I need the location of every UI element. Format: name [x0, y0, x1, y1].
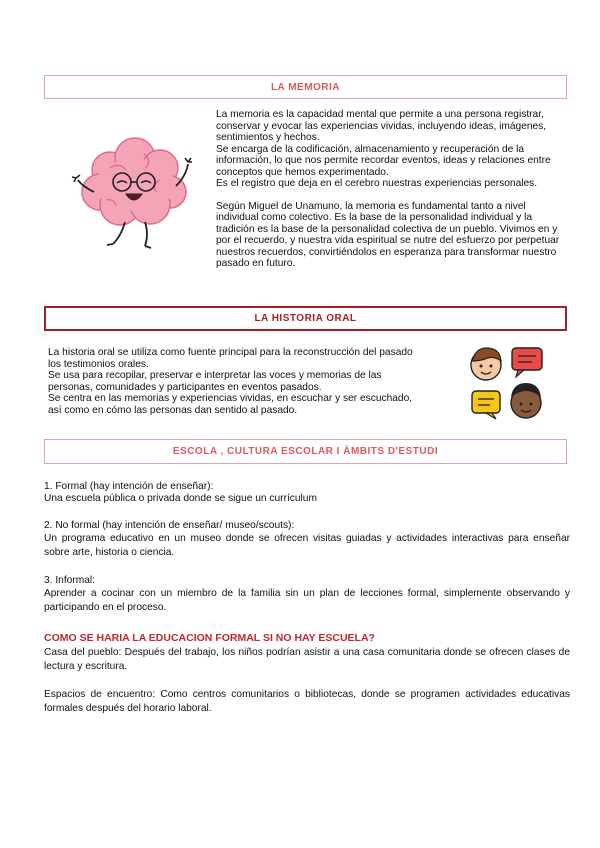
conversation-people-icon [468, 345, 548, 421]
formal-heading: 1. Formal (hay intención de enseñar): [44, 481, 214, 492]
historia-paragraph-1: La historia oral se utiliza como fuente principal para la reconstrucción del pasado los testimonios orales. [48, 347, 413, 370]
memoria-paragraph-4: Según Miguel de Unamuno, la memoria es fundamental tanto a nivel individual como colectivo. Es la base de la personalidad individual y la tradición es la base de la personalidad colectiva de un pueblo. Vivimos en y por el recuerdo, y nuestra vida espiritual se nutre del esfuerzo por perpetuar nuestros recuerdos, convirtiéndolos en esperanza para transformar nuestro pasado en futuro. [216, 200, 560, 269]
memoria-paragraph-2: Se encarga de la codificación, almacenamiento y recuperación de la información, lo que nos permite recordar eventos, ideas y relaciones entre conceptos que hemos experimentado. [216, 143, 551, 178]
historia-heading [44, 306, 567, 331]
memoria-paragraph-1: La memoria es la capacidad mental que permite a una persona registrar, conservar y evocar las experiencias vividas, incluyendo ideas, imágenes, sentimientos y hechos. [216, 109, 547, 143]
answer-espacios: Espacios de encuentro: Como centros comunitarios o bibliotecas, donde se programen actividades educativas formales después del horario laboral. [44, 689, 570, 714]
memoria-text [216, 109, 568, 270]
memoria-paragraph-3: Es el registro que deja en el cerebro nuestras experiencias personales. [216, 178, 538, 189]
noformal-text: Un programa educativo en un museo donde se ofrecen visitas guiadas y actividades interactivas para enseñar sobre arte, historia o ciencia. [44, 532, 570, 558]
historia-paragraph-3: Se centra en las memorias y experiencias vividas, en escuchar y ser escuchado, así como en cómo las personas dan sentido al pasado. [48, 393, 413, 416]
escola-title: ESCOLA , CULTURA ESCOLAR I ÀMBITS D'ESTUDI [172, 446, 439, 457]
question-title: COMO SE HARIA LA EDUCACION FORMAL SI NO HAY ESCUELA? [44, 632, 375, 644]
memoria-title: LA MEMORIA [270, 81, 341, 93]
brain-character-icon [70, 130, 200, 255]
memoria-heading [44, 75, 567, 99]
answer-casa: Casa del pueblo: Después del trabajo, los niños podrían asistir a una casa comunitaria donde se ofrecen clases de lectura y escritura. [44, 647, 570, 672]
informal-section [44, 575, 570, 615]
formal-text: Una escuela pública o privada donde se sigue un currículum [44, 492, 317, 504]
escola-heading [44, 439, 567, 464]
informal-text: Aprender a cocinar con un miembro de la familia sin un plan de lecciones formal, simplemente observando y participando en el proceso. [44, 587, 570, 613]
historia-title: LA HISTORIA ORAL [254, 313, 357, 324]
noformal-heading: 2. No formal (hay intención de enseñar/ museo/scouts): [44, 520, 295, 531]
noformal-section [44, 520, 570, 560]
historia-paragraph-2: Se usa para recopilar, preservar e interpretar las voces y memorias de las personas, comunidades y participantes en eventos pasados. [48, 370, 382, 393]
formal-section [44, 481, 570, 504]
informal-heading: 3. Informal: [44, 575, 95, 586]
historia-text [48, 347, 420, 416]
